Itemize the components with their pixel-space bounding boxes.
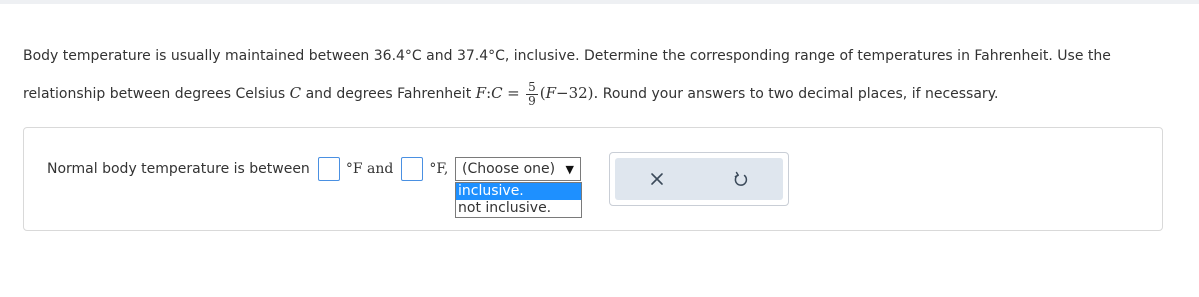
paren-var-f: F (545, 84, 557, 102)
inclusivity-select[interactable] (455, 157, 581, 181)
fraction-5-9 (526, 81, 538, 108)
answer-prompt: Normal body temperature is between (47, 161, 310, 177)
colon: : (486, 84, 492, 102)
problem-line-1: Body temperature is usually maintained between 36.4°C and 37.4°C, inclusive. Determine the corresponding range of temperatures in Fahrenheit. Use the (23, 48, 1111, 64)
undo-icon (733, 171, 749, 187)
problem-statement (23, 38, 1173, 113)
option-not-inclusive[interactable]: not inclusive. (458, 200, 552, 216)
fraction-denominator: 9 (528, 93, 536, 108)
problem-line-2 (23, 75, 1173, 113)
x-icon (650, 172, 664, 186)
option-inclusive[interactable]: inclusive. (456, 183, 581, 200)
var-c: C (289, 84, 302, 102)
unit-f-and: °F and (345, 161, 394, 177)
top-bar (0, 0, 1199, 4)
reset-button[interactable] (725, 163, 757, 195)
fraction-numerator: 5 (528, 79, 536, 94)
paren-open: ( (539, 84, 546, 102)
var-c-2: C (491, 84, 503, 102)
inclusivity-dropdown (455, 182, 582, 218)
unit-f-comma: °F, (429, 161, 449, 177)
clear-button[interactable] (641, 163, 673, 195)
answer-row (47, 156, 448, 182)
tool-panel (609, 152, 789, 206)
and-text: and degrees Fahrenheit (305, 86, 472, 102)
chevron-down-icon: ▼ (565, 162, 574, 176)
var-f: F (475, 84, 487, 102)
select-value: (Choose one) (462, 161, 556, 177)
upper-bound-input[interactable] (401, 157, 423, 181)
line2-prefix: relationship between degrees Celsius (23, 86, 286, 102)
line2-suffix: Round your answers to two decimal places, if necessary. (602, 86, 999, 102)
equals-sign: = (507, 84, 520, 102)
paren-rest: −32). (556, 84, 599, 102)
lower-bound-input[interactable] (318, 157, 340, 181)
tool-panel-inner (615, 158, 783, 200)
answer-box (23, 127, 1163, 231)
